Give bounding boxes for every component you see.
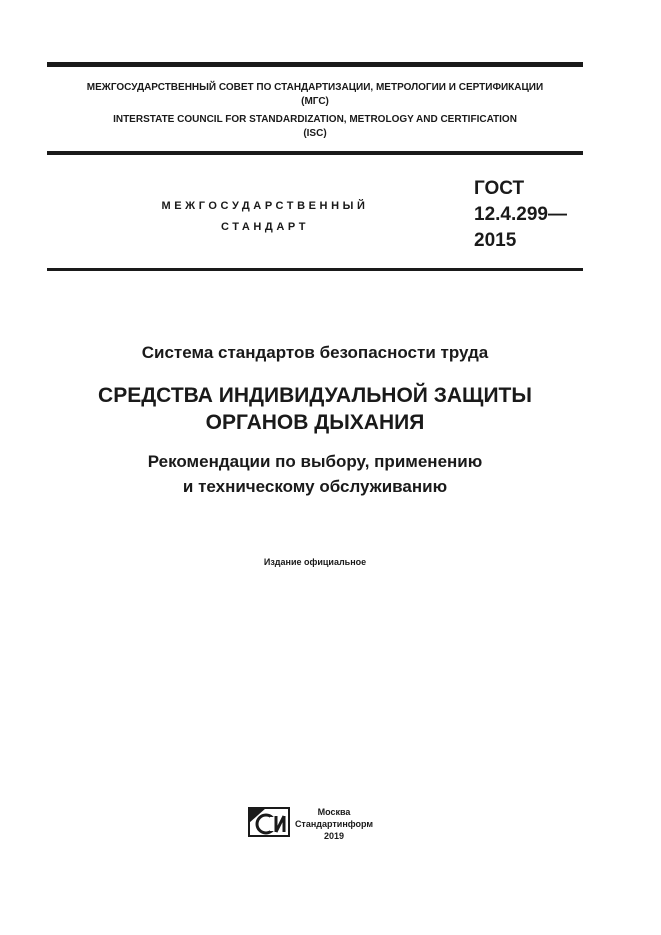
publisher-block [294,806,374,842]
standard-type-label [120,196,410,238]
council-abbr-ru: (МГС) [301,96,329,107]
series-title: Система стандартов безопасности труда [141,343,489,362]
document-subtitle-line2: и техническому обслуживанию [182,477,448,496]
council-abbr-en: (ISC) [303,128,327,139]
document-subtitle [47,449,583,499]
gost-number [474,176,567,254]
council-name-en-line1: INTERSTATE COUNCIL FOR STANDARDIZATION, METROLOGY AND CERTIFICATION [113,114,517,125]
gost-code: 12.4.299— [474,204,567,225]
middle-rule [47,151,583,155]
bottom-rule [47,268,583,271]
edition-note: Издание официальное [263,557,367,567]
standard-type-line2: СТАНДАРТ [220,221,310,233]
top-rule [47,62,583,67]
document-title [47,382,583,436]
standard-type-line1: МЕЖГОСУДАРСТВЕННЫЙ [161,200,369,212]
gost-prefix: ГОСТ [474,178,525,199]
gost-year: 2015 [474,230,517,251]
publisher-year: 2019 [323,831,345,841]
council-name-en [47,113,583,141]
document-subtitle-line1: Рекомендации по выбору, применению [147,452,483,471]
publisher-name: Стандартинформ [294,819,374,829]
publisher-city: Москва [317,807,351,817]
council-name-ru [47,81,583,109]
council-name-ru-line1: МЕЖГОСУДАРСТВЕННЫЙ СОВЕТ ПО СТАНДАРТИЗАЦИИ, МЕТРОЛОГИИ И СЕРТИФИКАЦИИ [86,82,544,93]
document-title-line1: СРЕДСТВА ИНДИВИДУАЛЬНОЙ ЗАЩИТЫ [98,384,532,407]
standartinform-logo-icon [248,807,290,837]
document-title-line2: ОРГАНОВ ДЫХАНИЯ [205,411,425,434]
